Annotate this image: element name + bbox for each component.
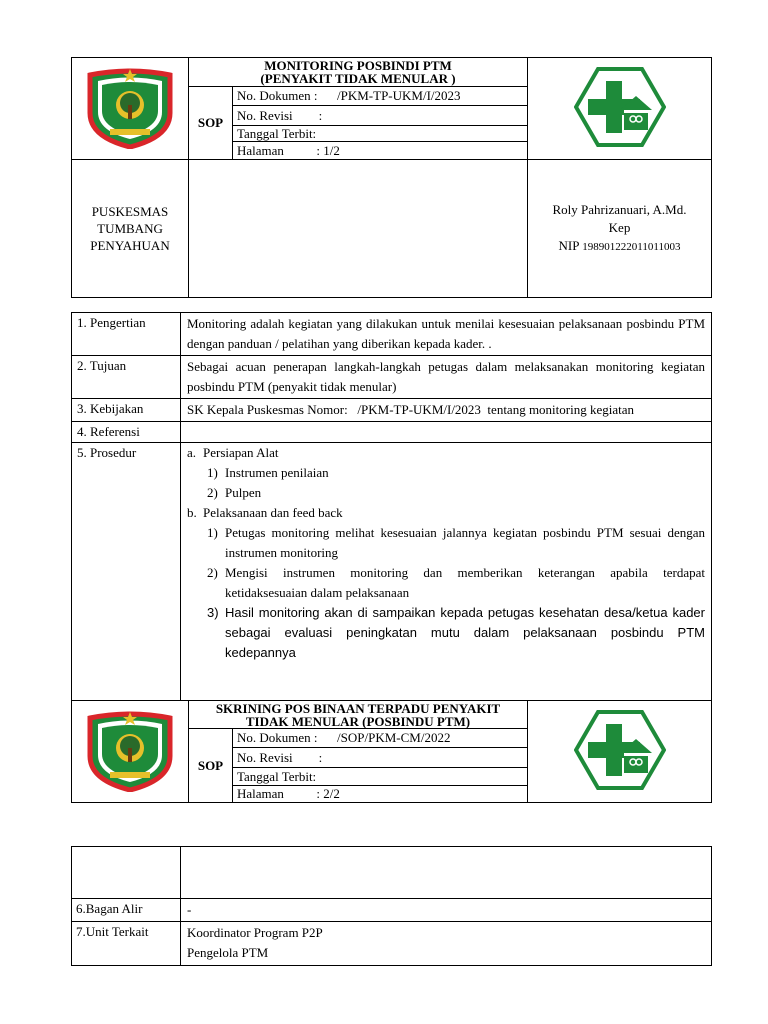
list-item: 2) Mengisi instrumen monitoring dan memberikan keterangan apabila terdapat ketidaksesuaian dalam pelaksanaan — [207, 565, 705, 600]
sop-content-table — [71, 312, 712, 701]
sop-title: MONITORING POSBINDI PTM (PENYAKIT TIDAK MENULAR ) — [189, 58, 528, 87]
label-referensi: 4. Referensi — [72, 422, 181, 443]
no-revisi: No. Revisi : — [233, 748, 528, 768]
nip: NIP 198901222011011003 — [558, 238, 681, 253]
list-item: 1) Petugas monitoring melihat kesesuaian jalannya kegiatan posbindu PTM sesuai dengan instrumen monitoring — [207, 525, 705, 560]
label-pengertian: 1. Pengertian — [72, 313, 181, 356]
list-item: 1) Instrumen penilaian — [207, 465, 329, 480]
prosedur-a: a. Persiapan Alat — [187, 445, 279, 460]
signer-title: Kep — [608, 220, 631, 235]
no-revisi: No. Revisi : — [233, 106, 528, 126]
blank-cell — [189, 160, 528, 298]
prosedur-content — [181, 443, 712, 701]
signer-block — [528, 160, 712, 298]
text-tujuan: Sebagai acuan penerapan langkah-langkah petugas dalam melaksanakan monitoring kegiatan posbindu PTM (penyakit tidak menular) — [181, 356, 712, 399]
puskesmas-logo-icon — [574, 709, 666, 791]
empty-content — [181, 847, 712, 899]
tanggal-terbit: Tanggal Terbit: — [233, 768, 528, 786]
text-kebijakan: SK Kepala Puskesmas Nomor: /PKM-TP-UKM/I/2023 tentang monitoring kegiatan — [181, 399, 712, 422]
prosedur-b: b. Pelaksanaan dan feed back — [187, 505, 343, 520]
no-dokumen: No. Dokumen : /SOP/PKM-CM/2022 — [233, 729, 528, 748]
signer-name: Roly Pahrizanuari, A.Md. — [552, 202, 687, 217]
sop-label: SOP — [189, 87, 233, 160]
text-bagan-alir: - — [181, 899, 712, 922]
list-item: 3) Hasil monitoring akan di sampaikan kepada petugas kesehatan desa/ketua kader sebagai evaluasi peningkatan mutu dalam pelaksanaan posbindu PTM kedepannya — [207, 605, 705, 660]
label-bagan-alir: 6.Bagan Alir — [72, 899, 181, 922]
sop-header-table — [71, 57, 712, 298]
sop-header-table-2 — [71, 700, 712, 803]
text-pengertian: Monitoring adalah kegiatan yang dilakukan untuk menilai kesesuaian pelaksanaan posbindu PTM dengan panduan / pelatihan yang diberikan kepada kader. . — [181, 313, 712, 356]
sop-footer-table — [71, 846, 712, 966]
right-logo-cell — [528, 58, 712, 160]
sop-title: SKRINING POS BINAAN TERPADU PENYAKIT TIDAK MENULAR (POSBINDU PTM) — [189, 701, 528, 729]
left-logo-cell — [72, 701, 189, 803]
puskesmas-logo-icon — [574, 66, 666, 148]
regional-emblem-icon — [84, 708, 176, 792]
left-logo-cell — [72, 58, 189, 160]
text-referensi — [181, 422, 712, 443]
label-kebijakan: 3. Kebijakan — [72, 399, 181, 422]
label-unit-terkait: 7.Unit Terkait — [72, 922, 181, 966]
halaman: Halaman : 2/2 — [233, 786, 528, 803]
label-prosedur: 5. Prosedur — [72, 443, 181, 701]
regional-emblem-icon — [84, 65, 176, 149]
halaman: Halaman : 1/2 — [233, 142, 528, 160]
list-item: 2) Pulpen — [207, 485, 262, 500]
empty-label — [72, 847, 181, 899]
tanggal-terbit: Tanggal Terbit: — [233, 126, 528, 142]
puskesmas-name: PUSKESMAS TUMBANG PENYAHUAN — [72, 160, 189, 298]
sop-label: SOP — [189, 729, 233, 803]
no-dokumen: No. Dokumen : /PKM-TP-UKM/I/2023 — [233, 87, 528, 106]
text-unit-terkait: Koordinator Program P2P Pengelola PTM — [181, 922, 712, 966]
right-logo-cell — [528, 701, 712, 803]
label-tujuan: 2. Tujuan — [72, 356, 181, 399]
